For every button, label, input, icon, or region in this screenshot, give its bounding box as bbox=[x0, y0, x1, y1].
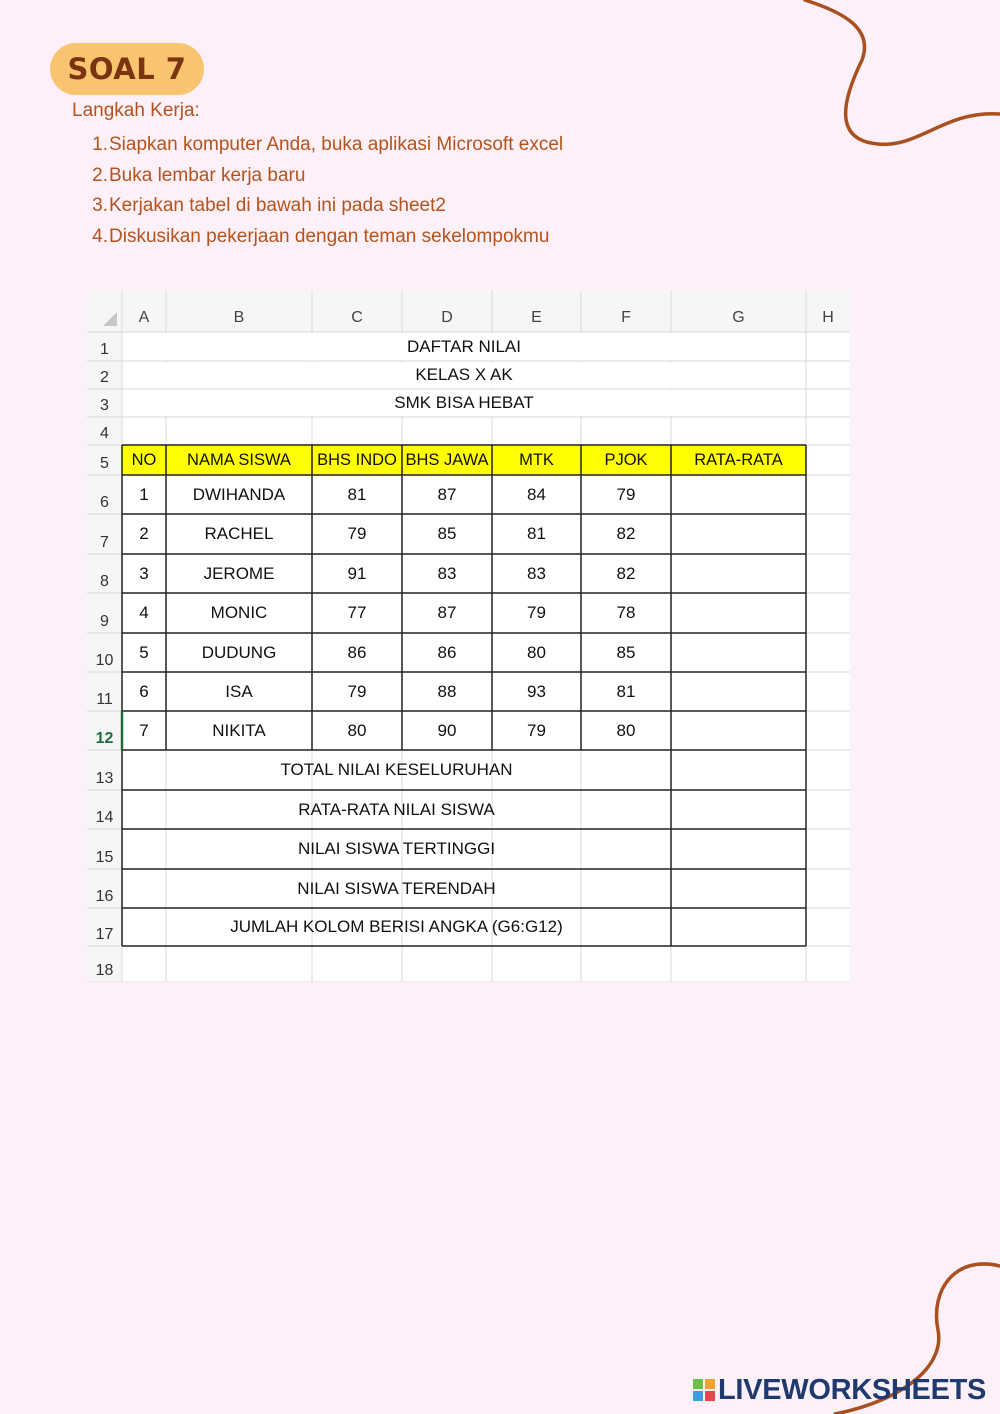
student-name-cell: ISA bbox=[225, 681, 253, 701]
table-cell bbox=[671, 593, 806, 633]
student-name-cell: NIKITA bbox=[212, 720, 266, 740]
table-cell: 83 bbox=[437, 563, 457, 583]
column-header-a: A bbox=[138, 309, 150, 326]
table-header-cell: BHS JAWA bbox=[405, 450, 489, 469]
table-cell bbox=[671, 633, 806, 672]
row-header-11: 11 bbox=[96, 691, 113, 708]
row-header-6: 6 bbox=[100, 494, 109, 511]
step-item bbox=[88, 161, 563, 192]
table-cell bbox=[671, 554, 806, 593]
table-cell bbox=[671, 475, 806, 514]
table-cell: 81 bbox=[616, 681, 636, 701]
table-cell: 77 bbox=[347, 603, 367, 622]
row-header-16: 16 bbox=[95, 888, 114, 905]
column-header-d: D bbox=[441, 309, 453, 326]
table-cell: 79 bbox=[616, 484, 636, 504]
table-cell: 5 bbox=[139, 642, 149, 662]
sheet-title-2: KELAS X AK bbox=[415, 365, 513, 384]
question-badge: SOAL 7 bbox=[50, 43, 204, 95]
summary-label: NILAI SISWA TERENDAH bbox=[297, 878, 496, 898]
table-header-cell: NAMA SISWA bbox=[187, 450, 291, 469]
table-cell: 87 bbox=[437, 484, 457, 504]
step-number: 2. bbox=[92, 164, 108, 186]
table-cell bbox=[671, 672, 806, 711]
step-item bbox=[88, 130, 563, 161]
summary-label: TOTAL NILAI KESELURUHAN bbox=[280, 760, 513, 779]
row-header-8: 8 bbox=[100, 573, 109, 590]
row-header-13: 13 bbox=[95, 770, 114, 787]
table-cell: 79 bbox=[527, 603, 546, 622]
liveworksheets-logo bbox=[692, 1374, 986, 1406]
steps-list bbox=[88, 130, 563, 252]
row-header-18: 18 bbox=[95, 962, 114, 979]
summary-label: NILAI SISWA TERTINGGI bbox=[297, 839, 496, 858]
liveworksheets-icon bbox=[692, 1378, 716, 1402]
step-number: 4. bbox=[92, 225, 108, 247]
table-cell: 82 bbox=[616, 563, 636, 583]
table-header-cell: RATA-RATA bbox=[694, 450, 783, 469]
row-header-9: 9 bbox=[100, 613, 109, 630]
table-header-cell: NO bbox=[131, 450, 157, 469]
column-header-b: B bbox=[233, 309, 245, 326]
student-name-cell: DWIHANDA bbox=[192, 484, 286, 504]
row-header-12: 12 bbox=[95, 730, 114, 747]
spreadsheet-image bbox=[87, 290, 850, 982]
table-cell: 90 bbox=[437, 720, 457, 740]
table-header-cell: MTK bbox=[519, 450, 554, 469]
row-header-15: 15 bbox=[95, 849, 114, 866]
table-header-cell: BHS INDO bbox=[317, 450, 397, 469]
table-cell: 91 bbox=[347, 563, 367, 583]
column-header-f: F bbox=[621, 309, 631, 326]
table-cell: 1 bbox=[139, 484, 149, 504]
table-cell: 88 bbox=[437, 681, 457, 701]
table-cell: 82 bbox=[616, 524, 636, 543]
table-cell bbox=[671, 711, 806, 750]
step-item bbox=[88, 191, 563, 222]
top-right-curve bbox=[805, 0, 1000, 144]
row-header-3: 3 bbox=[100, 397, 109, 414]
table-cell: 4 bbox=[139, 603, 149, 622]
table-cell: 79 bbox=[527, 720, 546, 740]
row-header-1: 1 bbox=[100, 341, 109, 358]
row-header-7: 7 bbox=[100, 534, 109, 551]
row-header-2: 2 bbox=[100, 369, 109, 386]
table-cell: 81 bbox=[527, 524, 546, 543]
row-header-5: 5 bbox=[100, 455, 109, 472]
sheet-title-3: SMK BISA HEBAT bbox=[394, 393, 534, 412]
table-cell: 2 bbox=[139, 524, 149, 543]
student-name-cell: MONIC bbox=[210, 603, 268, 622]
step-number: 3. bbox=[92, 195, 108, 216]
table-cell: 6 bbox=[139, 681, 149, 701]
column-header-e: E bbox=[531, 309, 542, 326]
table-cell: 87 bbox=[437, 603, 457, 622]
column-header-c: C bbox=[351, 309, 363, 326]
table-cell: 78 bbox=[616, 603, 636, 622]
table-cell: 7 bbox=[139, 720, 149, 740]
table-header-cell: PJOK bbox=[604, 450, 648, 469]
column-header-h: H bbox=[822, 309, 834, 326]
table-cell: 86 bbox=[437, 642, 457, 662]
student-name-cell: DUDUNG bbox=[201, 642, 277, 662]
summary-label: JUMLAH KOLOM BERISI ANGKA (G6:G12) bbox=[230, 917, 563, 936]
table-cell: 81 bbox=[347, 484, 367, 504]
row-header-14: 14 bbox=[95, 809, 114, 826]
student-name-cell: JEROME bbox=[203, 563, 275, 583]
step-number: 1. bbox=[92, 134, 108, 155]
step-text: Siapkan komputer Anda, buka aplikasi Microsoft excel bbox=[109, 134, 564, 155]
sheet-title-1: DAFTAR NILAI bbox=[407, 336, 521, 356]
table-cell: 85 bbox=[437, 524, 457, 543]
table-cell: 80 bbox=[347, 720, 367, 740]
table-cell: 3 bbox=[139, 563, 149, 583]
table-cell: 84 bbox=[527, 484, 546, 504]
column-header-g: G bbox=[732, 309, 745, 326]
row-header-17: 17 bbox=[95, 926, 114, 943]
table-cell: 79 bbox=[347, 524, 367, 543]
row-header-4: 4 bbox=[100, 425, 109, 442]
steps-title: Langkah Kerja: bbox=[72, 100, 200, 121]
step-text: Buka lembar kerja baru bbox=[109, 164, 306, 186]
watermark-text: LIVEWORKSHEETS bbox=[718, 1373, 987, 1406]
row-header-10: 10 bbox=[95, 652, 114, 669]
step-text: Diskusikan pekerjaan dengan teman sekelompokmu bbox=[109, 225, 550, 247]
table-cell bbox=[671, 514, 806, 554]
student-name-cell: RACHEL bbox=[204, 524, 274, 543]
summary-label: RATA-RATA NILAI SISWA bbox=[298, 799, 495, 819]
table-cell: 93 bbox=[527, 681, 546, 701]
table-cell: 80 bbox=[527, 642, 546, 662]
table-cell: 79 bbox=[347, 681, 367, 701]
table-cell: 83 bbox=[527, 563, 546, 583]
step-text: Kerjakan tabel di bawah ini pada sheet2 bbox=[109, 195, 446, 216]
table-cell: 80 bbox=[616, 720, 636, 740]
table-cell: 85 bbox=[616, 642, 636, 662]
step-item bbox=[88, 222, 563, 253]
table-cell: 86 bbox=[347, 642, 367, 662]
